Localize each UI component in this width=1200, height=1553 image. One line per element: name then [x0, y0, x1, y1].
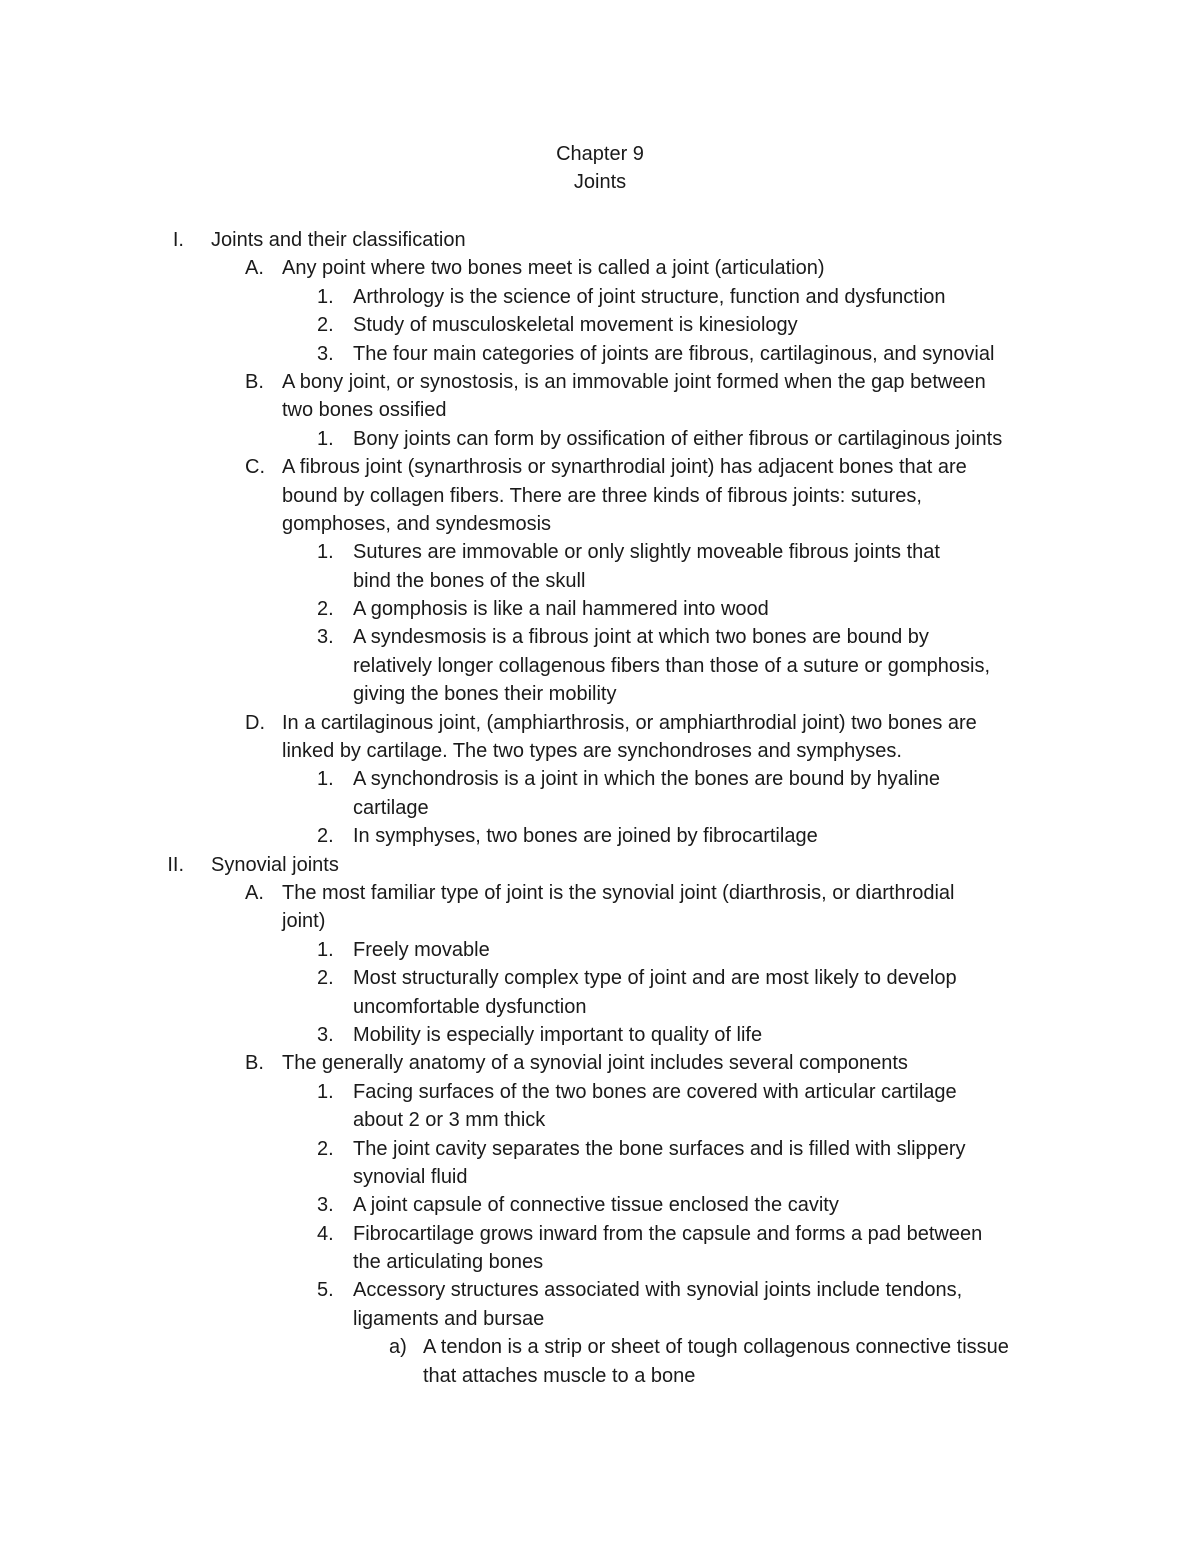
- outline-text: Any point where two bones meet is called a joint (articulation): [282, 257, 825, 280]
- outline-text: cartilage: [353, 796, 429, 819]
- outline-item: [0, 453, 1200, 481]
- outline-marker: 4.: [317, 1222, 334, 1245]
- outline-marker: D.: [245, 711, 265, 734]
- outline-marker: 1.: [317, 768, 334, 791]
- outline-text: Sutures are immovable or only slightly moveable fibrous joints that: [353, 541, 940, 564]
- outline-marker: 3.: [317, 1194, 334, 1217]
- outline-item: [0, 425, 1200, 453]
- outline-text: Arthrology is the science of joint structure, function and dysfunction: [353, 285, 946, 308]
- outline-text: Study of musculoskeletal movement is kinesiology: [353, 314, 798, 337]
- outline-marker: a): [389, 1336, 407, 1359]
- outline-item: [0, 226, 1200, 254]
- outline-marker: A.: [245, 257, 264, 280]
- outline-text: The joint cavity separates the bone surfaces and is filled with slippery: [353, 1137, 966, 1160]
- outline-text: Facing surfaces of the two bones are covered with articular cartilage: [353, 1080, 957, 1103]
- outline-marker: 3.: [317, 342, 334, 365]
- outline-item: [0, 623, 1200, 651]
- outline-marker: 2.: [317, 967, 334, 990]
- outline-marker: 1.: [317, 285, 334, 308]
- outline-marker: 1.: [317, 938, 334, 961]
- outline-item: [0, 567, 1200, 595]
- outline-item: [0, 1220, 1200, 1248]
- outline-text: bound by collagen fibers. There are three kinds of fibrous joints: sutures,: [282, 484, 922, 507]
- outline-marker: B.: [245, 1052, 264, 1075]
- outline-text: about 2 or 3 mm thick: [353, 1109, 546, 1132]
- outline-item: [0, 1135, 1200, 1163]
- chapter-subtitle: Joints: [573, 171, 627, 194]
- outline-item: [0, 936, 1200, 964]
- outline-marker: 1.: [317, 427, 334, 450]
- outline-item: [0, 652, 1200, 680]
- outline-item: [0, 680, 1200, 708]
- outline-item: [0, 1106, 1200, 1134]
- outline-text: relatively longer collagenous fibers than those of a suture or gomphosis,: [353, 654, 991, 677]
- outline-marker: B.: [245, 370, 264, 393]
- outline-text: The four main categories of joints are fibrous, cartilaginous, and synovial: [353, 342, 995, 365]
- outline-item: [0, 907, 1200, 935]
- outline-marker: 2.: [317, 598, 334, 621]
- outline-text: In symphyses, two bones are joined by fibrocartilage: [353, 825, 818, 848]
- outline-item: [0, 1191, 1200, 1219]
- outline-item: [0, 510, 1200, 538]
- outline-text: two bones ossified: [282, 399, 447, 422]
- outline-text: A gomphosis is like a nail hammered into wood: [353, 598, 769, 621]
- outline-item: [0, 1078, 1200, 1106]
- outline-item: [0, 595, 1200, 623]
- outline-item: [0, 538, 1200, 566]
- outline-text: A fibrous joint (synarthrosis or synarthrodial joint) has adjacent bones that are: [282, 456, 967, 479]
- outline-text: In a cartilaginous joint, (amphiarthrosis, or amphiarthrodial joint) two bones are: [282, 711, 977, 734]
- outline-item: [0, 311, 1200, 339]
- outline-text: Most structurally complex type of joint and are most likely to develop: [353, 967, 957, 990]
- outline-text: A syndesmosis is a fibrous joint at which two bones are bound by: [353, 626, 929, 649]
- outline-marker: II.: [167, 853, 184, 876]
- outline-marker: C.: [245, 456, 265, 479]
- outline-text: Bony joints can form by ossification of either fibrous or cartilaginous joints: [353, 427, 1003, 450]
- outline-text: Fibrocartilage grows inward from the capsule and forms a pad between: [353, 1222, 983, 1245]
- outline-item: [0, 283, 1200, 311]
- outline-text: Accessory structures associated with synovial joints include tendons,: [353, 1279, 963, 1302]
- outline-text: that attaches muscle to a bone: [423, 1364, 696, 1387]
- outline-item: [0, 396, 1200, 424]
- outline-text: uncomfortable dysfunction: [353, 995, 587, 1018]
- outline-marker: 2.: [317, 1137, 334, 1160]
- outline-marker: 3.: [317, 626, 334, 649]
- outline-marker: 5.: [317, 1279, 334, 1302]
- outline-item: [0, 1248, 1200, 1276]
- outline-text: The most familiar type of joint is the synovial joint (diarthrosis, or diarthrodial: [282, 881, 955, 904]
- outline-text: the articulating bones: [353, 1251, 544, 1274]
- outline-marker: 2.: [317, 314, 334, 337]
- title-block: [0, 140, 1200, 197]
- outline-item: [0, 1163, 1200, 1191]
- outline-item: [0, 794, 1200, 822]
- chapter-title: Chapter 9: [556, 143, 644, 165]
- outline-text: ligaments and bursae: [353, 1307, 545, 1330]
- outline-marker: A.: [245, 881, 264, 904]
- outline-item: [0, 822, 1200, 850]
- outline-marker: 1.: [317, 1080, 334, 1103]
- outline-text: Joints and their classification: [211, 229, 466, 251]
- outline-text: A joint capsule of connective tissue enclosed the cavity: [353, 1194, 839, 1217]
- outline-text: Mobility is especially important to quality of life: [353, 1023, 763, 1046]
- outline-text: A bony joint, or synostosis, is an immovable joint formed when the gap between: [282, 370, 986, 393]
- outline-item: [0, 993, 1200, 1021]
- outline-marker: 1.: [317, 541, 334, 564]
- outline-text: giving the bones their mobility: [353, 683, 617, 706]
- outline-marker: 2.: [317, 825, 334, 848]
- outline-text: bind the bones of the skull: [353, 569, 586, 592]
- outline-marker: 3.: [317, 1023, 334, 1046]
- outline-item: [0, 709, 1200, 737]
- outline-item: [0, 1362, 1200, 1390]
- outline-item: [0, 964, 1200, 992]
- outline-item: [0, 1021, 1200, 1049]
- outline-item: [0, 1049, 1200, 1077]
- outline-item: [0, 851, 1200, 879]
- outline-item: [0, 482, 1200, 510]
- outline-item: [0, 254, 1200, 282]
- outline-item: [0, 368, 1200, 396]
- outline-text: A synchondrosis is a joint in which the bones are bound by hyaline: [353, 768, 941, 791]
- outline-list: [0, 226, 1200, 1390]
- outline-text: joint): [282, 910, 326, 933]
- outline-text: The generally anatomy of a synovial joint includes several components: [282, 1052, 908, 1075]
- outline-text: A tendon is a strip or sheet of tough collagenous connective tissue: [423, 1336, 1009, 1359]
- outline-marker: I.: [172, 229, 184, 251]
- outline-item: [0, 1276, 1200, 1304]
- outline-item: [0, 1333, 1200, 1361]
- outline-item: [0, 765, 1200, 793]
- outline-text: linked by cartilage. The two types are synchondroses and symphyses.: [282, 740, 902, 763]
- outline-item: [0, 340, 1200, 368]
- outline-text: Synovial joints: [211, 853, 339, 876]
- outline-text: synovial fluid: [353, 1165, 468, 1188]
- outline-item: [0, 737, 1200, 765]
- outline-text: Freely movable: [353, 938, 490, 961]
- outline-item: [0, 879, 1200, 907]
- outline-text: gomphoses, and syndesmosis: [282, 512, 552, 535]
- outline-item: [0, 1305, 1200, 1333]
